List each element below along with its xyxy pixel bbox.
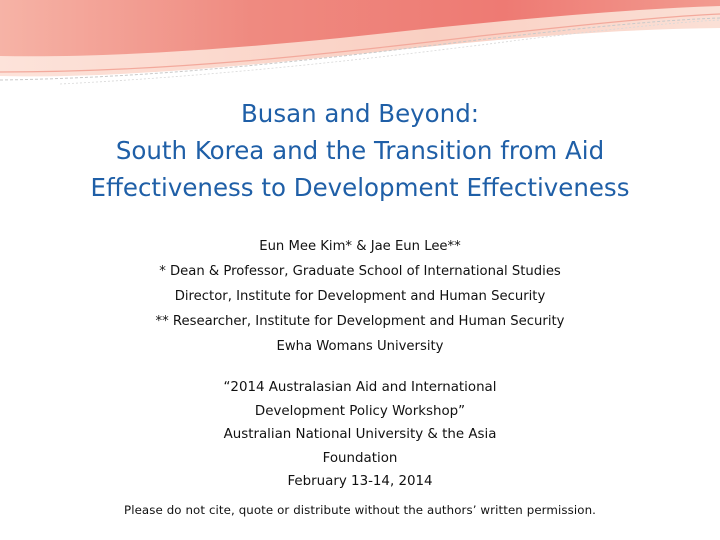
citation-notice: Please do not cite, quote or distribute without the authors’ written permission. [123, 503, 596, 517]
workshop-line-4: Foundation [322, 450, 398, 466]
slide-title [0, 95, 720, 206]
affiliation-line-3: ** Researcher, Institute for Development and Human Security [155, 314, 565, 329]
workshop-block [0, 376, 720, 494]
title-line-1: Busan and Beyond: [240, 99, 479, 128]
university-name: Ewha Womans University [276, 339, 444, 354]
title-line-3: Effectiveness to Development Effectiveness [90, 173, 630, 202]
author-names: Eun Mee Kim* & Jae Eun Lee** [259, 239, 461, 254]
affiliation-line-1: * Dean & Professor, Graduate School of International Studies [159, 264, 561, 279]
affiliation-line-2: Director, Institute for Development and Human Security [174, 289, 546, 304]
workshop-line-1: “2014 Australasian Aid and International [223, 380, 497, 395]
title-line-2: South Korea and the Transition from Aid [115, 136, 605, 165]
workshop-line-3: Australian National University & the Asia [223, 427, 497, 442]
decorative-banner [0, 0, 720, 100]
workshop-date: February 13-14, 2014 [287, 474, 433, 489]
workshop-line-2: Development Policy Workshop” [254, 403, 466, 419]
authors-block [0, 234, 720, 359]
